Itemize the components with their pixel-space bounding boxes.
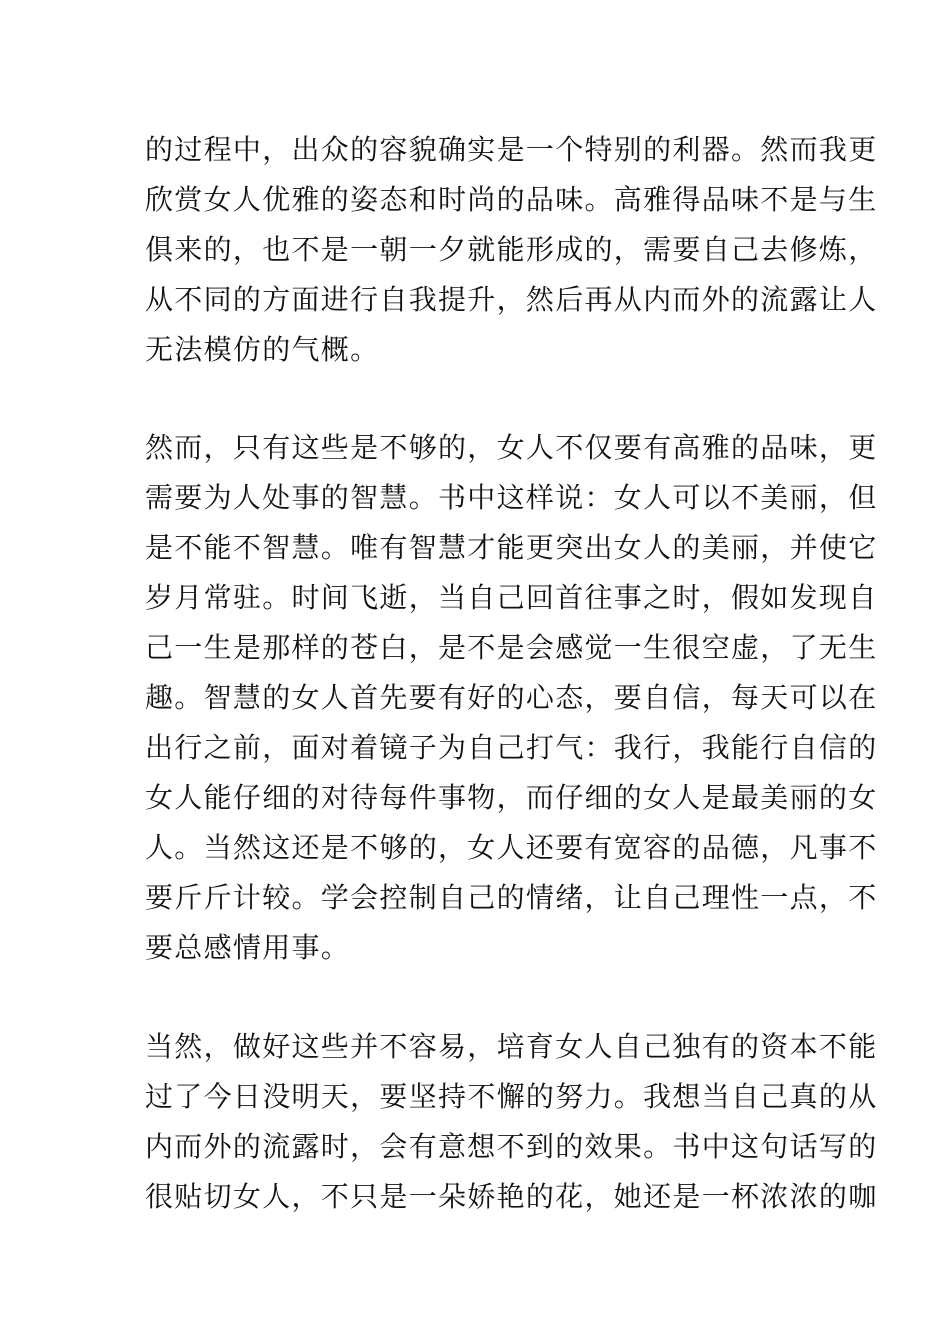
- paragraph-2-line-4: 岁月常驻。时间飞逝，当自己回首往事之时，假如发现自: [145, 581, 878, 614]
- paragraph-2-line-1: 然而，只有这些是不够的，女人不仅要有高雅的品味，更: [145, 431, 878, 464]
- paragraph-2-line-7: 出行之前，面对着镜子为自己打气：我行，我能行自信的: [145, 731, 878, 764]
- paragraph-3-line-1: 当然，做好这些并不容易，培育女人自己独有的资本不能: [145, 1030, 878, 1063]
- paragraph-1-line-3: 俱来的，也不是一朝一夕就能形成的，需要自己去修炼，: [145, 233, 878, 266]
- paragraph-1-line-2: 欣赏女人优雅的姿态和时尚的品味。高雅得品味不是与生: [145, 183, 878, 216]
- paragraph-1-line-5: 无法模仿的气概。: [145, 333, 380, 366]
- paragraph-2-line-2: 需要为人处事的智慧。书中这样说：女人可以不美丽，但: [145, 481, 878, 514]
- paragraph-2-line-11: 要总感情用事。: [145, 931, 351, 964]
- paragraph-1-line-4: 从不同的方面进行自我提升，然后再从内而外的流露让人: [145, 283, 878, 316]
- paragraph-2-line-8: 女人能仔细的对待每件事物，而仔细的女人是最美丽的女: [145, 781, 878, 814]
- paragraph-2-line-9: 人。当然这还是不够的，女人还要有宽容的品德，凡事不: [145, 831, 878, 864]
- paragraph-2-line-6: 趣。智慧的女人首先要有好的心态，要自信，每天可以在: [145, 681, 878, 714]
- paragraph-2-line-5: 己一生是那样的苍白，是不是会感觉一生很空虚，了无生: [145, 631, 878, 664]
- paragraph-2-line-3: 是不能不智慧。唯有智慧才能更突出女人的美丽，并使它: [145, 531, 878, 564]
- paragraph-3-line-4: 很贴切女人，不只是一朵娇艳的花，她还是一杯浓浓的咖: [145, 1180, 878, 1213]
- paragraph-3-line-3: 内而外的流露时，会有意想不到的效果。书中这句话写的: [145, 1130, 878, 1163]
- paragraph-3-line-2: 过了今日没明天，要坚持不懈的努力。我想当自己真的从: [145, 1080, 878, 1113]
- paragraph-2-line-10: 要斤斤计较。学会控制自己的情绪，让自己理性一点，不: [145, 881, 878, 914]
- paragraph-1-line-1: 的过程中，出众的容貌确实是一个特别的利器。然而我更: [145, 133, 878, 166]
